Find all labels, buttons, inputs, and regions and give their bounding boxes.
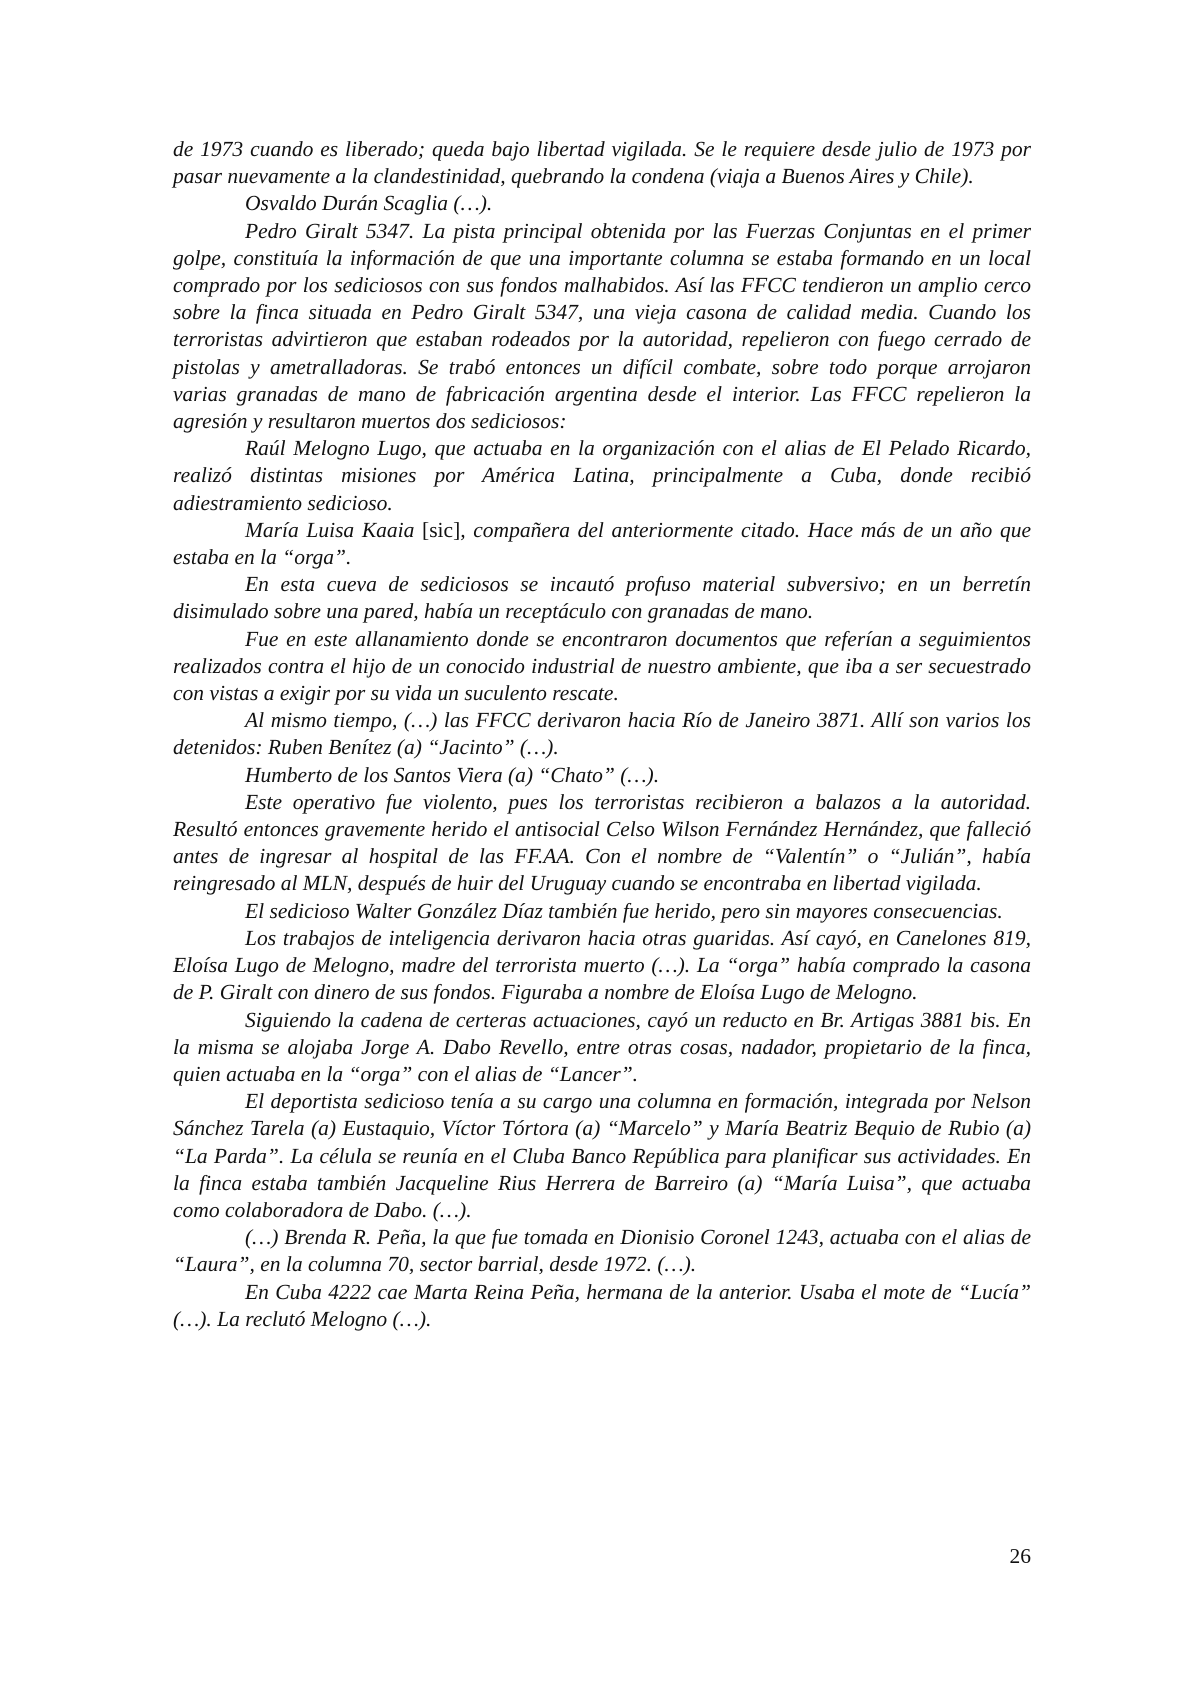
paragraph-text: Pedro Giralt 5347. La pista principal obtenida por las Fuerzas Conjuntas en el primer golpe, constituía la información de que una importante columna se estaba formando en un local comprado por los sediciosos con sus fondos malhabidos. Así las FFCC tendieron un amplio cerco sobre la finca situada en Pedro Giralt 5347, una vieja casona de calidad media. Cuando los terroristas advirtieron que estaban rodeados por la autoridad, repelieron con fuego cerrado de pistolas y ametralladoras. Se trabó entonces un difícil combate, sobre todo porque arrojaron varias granadas de mano de fabricación argentina desde el interior. Las FFCC repelieron la agresión y resultaron muertos dos sediciosos: [173,218,1031,434]
paragraph [173,1088,1031,1224]
paragraph-text: Osvaldo Durán Scaglia (…). [245,191,493,216]
paragraph [173,707,1031,761]
paragraph-text: Raúl Melogno Lugo, que actuaba en la organización con el alias de El Pelado Ricardo, realizó distintas misiones por América Latina, principalmente a Cuba, donde recibió adiestramiento sedicioso. [173,436,1031,515]
paragraph-text: María Luisa Kaaia [245,517,423,542]
paragraph-text: Los trabajos de inteligencia derivaron hacia otras guaridas. Así cayó, en Canelones 819, Eloísa Lugo de Melogno, madre del terrorista muerto (…). La “orga” había comprado la casona de P. Giralt con dinero de sus fondos. Figuraba a nombre de Eloísa Lugo de Melogno. [173,925,1031,1005]
paragraph [173,925,1031,1007]
paragraph-text: El deportista sedicioso tenía a su cargo una columna en formación, integrada por Nelson Sánchez Tarela (a) Eustaquio, Víctor Tórtora (a) “Marcelo” y María Beatriz Bequio de Rubio (a) “La Parda”. La célula se reunía en el Cluba Banco República para planificar sus actividades. En la finca estaba también Jacqueline Rius Herrera de Barreiro (a) “María Luisa”, que actuaba como colaboradora de Dabo. (…). [173,1089,1031,1222]
paragraph-text: (…) Brenda R. Peña, la que fue tomada en Dionisio Coronel 1243, actuaba con el alias de “Laura”, en la columna 70, sector barrial, desde 1972. (…). [173,1225,1031,1277]
document-body [173,136,1031,1333]
paragraph [173,1224,1031,1278]
paragraph [173,218,1031,436]
paragraph-text: El sedicioso Walter González Díaz también fue herido, pero sin mayores consecuencias. [245,898,1003,923]
paragraph [173,435,1031,517]
paragraph-text: Humberto de los Santos Viera (a) “Chato” (…). [245,762,660,787]
paragraph [173,517,1031,571]
paragraph [173,1279,1031,1333]
paragraph-text: , compañera del anteriormente citado. Hace más de un año que estaba en la “orga”. [173,517,1031,570]
paragraph-text: Siguiendo la cadena de certeras actuaciones, cayó un reducto en Br. Artigas 3881 bis. En la misma se alojaba Jorge A. Dabo Revello, entre otras cosas, nadador, propietario de la finca, quien actuaba en la “orga” con el alias de “Lancer”. [173,1007,1031,1086]
paragraph-text: Fue en este allanamiento donde se encontraron documentos que referían a seguimientos realizados contra el hijo de un conocido industrial de nuestro ambiente, que iba a ser secuestrado con vistas a exigir por su vida un suculento rescate. [173,626,1031,706]
paragraph [173,898,1031,925]
paragraph [173,571,1031,625]
paragraph-text: En Cuba 4222 cae Marta Reina Peña, hermana de la anterior. Usaba el mote de “Lucía” (…). La reclutó Melogno (…). [173,1279,1031,1331]
paragraph [173,789,1031,898]
page-number: 26 [1009,1544,1031,1568]
paragraph-text: Al mismo tiempo, (…) las FFCC derivaron hacia Río de Janeiro 3871. Allí son varios los detenidos: Ruben Benítez (a) “Jacinto” (…). [173,708,1031,760]
paragraph [173,626,1031,708]
editorial-note: [sic] [422,517,461,542]
paragraph-text: de 1973 cuando es liberado; queda bajo libertad vigilada. Se le requiere desde julio de 1973 por pasar nuevamente a la clandestinidad, quebrando la condena (viaja a Buenos Aires y Chile). [173,137,1031,189]
paragraph-text: En esta cueva de sediciosos se incautó profuso material subversivo; en un berretín disimulado sobre una pared, había un receptáculo con granadas de mano. [173,572,1031,624]
paragraph-text: Este operativo fue violento, pues los terroristas recibieron a balazos a la autoridad. Resultó entonces gravemente herido el antisocial Celso Wilson Fernández Hernández, que falleció antes de ingresar al hospital de las FF.AA. Con el nombre de “Valentín” o “Julián”, había reingresado al MLN, después de huir del Uruguay cuando se encontraba en libertad vigilada. [173,789,1031,896]
paragraph [173,136,1031,190]
paragraph [173,190,1031,217]
paragraph [173,762,1031,789]
paragraph [173,1007,1031,1089]
